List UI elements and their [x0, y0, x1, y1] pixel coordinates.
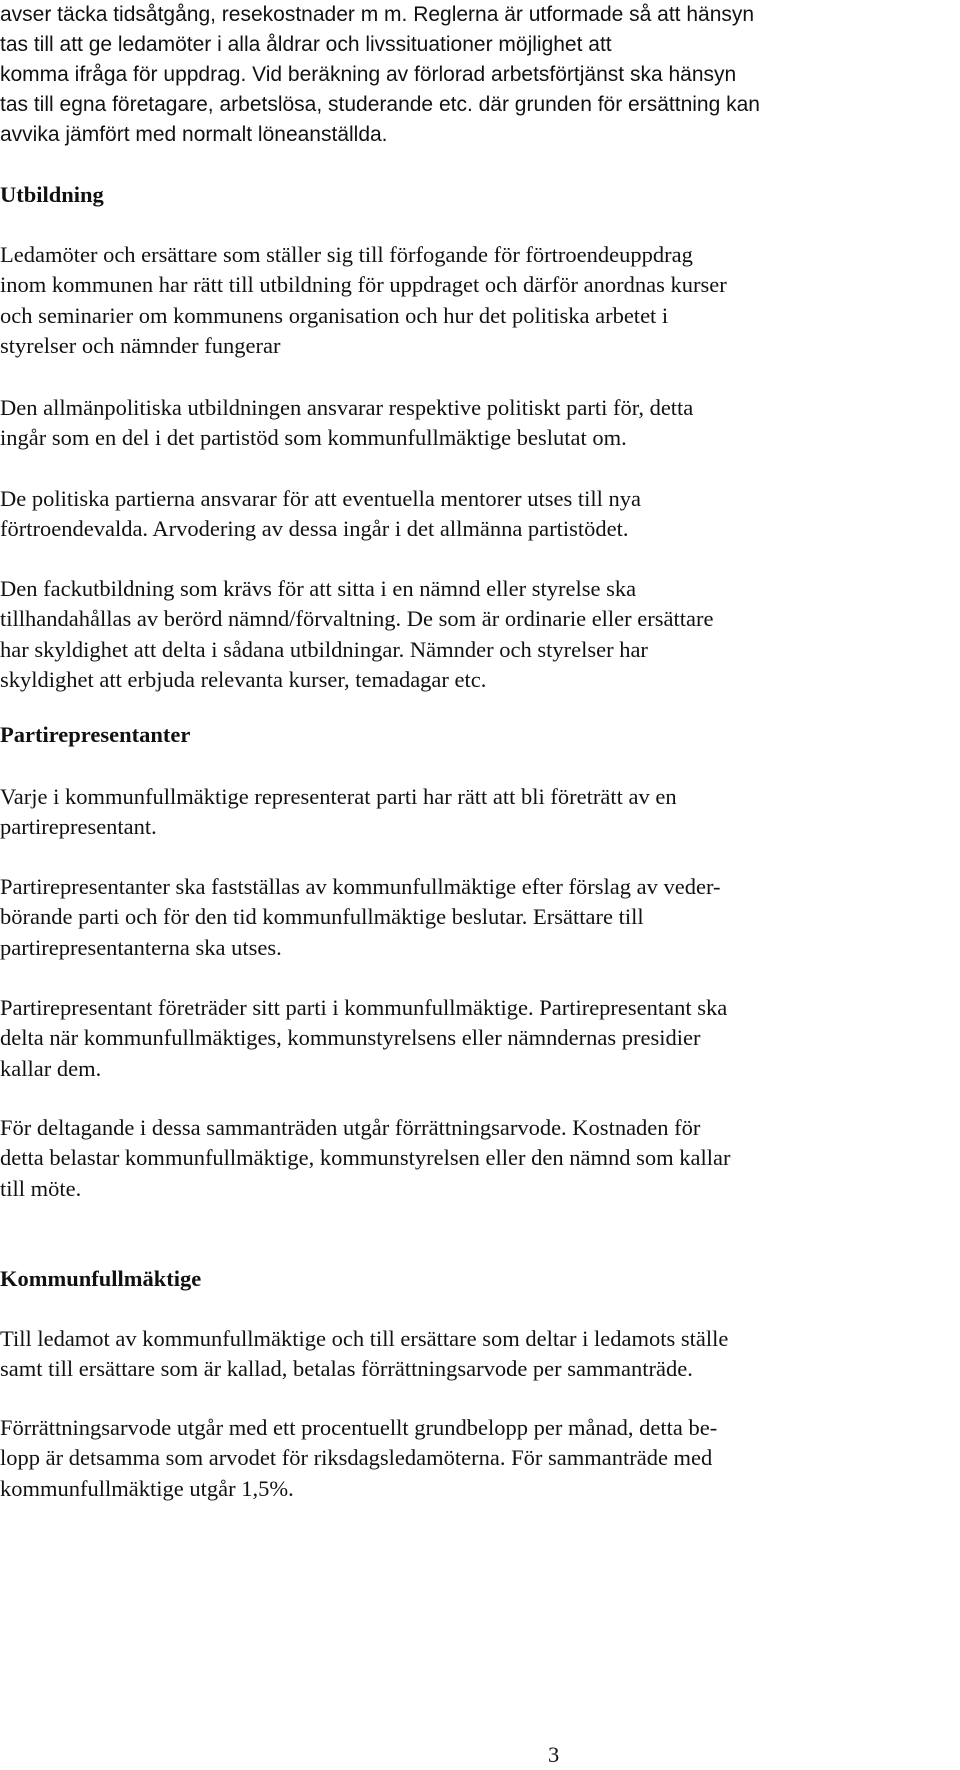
- text-line: detta belastar kommunfullmäktige, kommunstyrelsen eller den nämnd som kallar: [0, 1145, 731, 1171]
- section-heading-partirepresentanter: Partirepresentanter: [0, 722, 191, 747]
- text-line: Ledamöter och ersättare som ställer sig till förfogande för förtroendeuppdrag: [0, 242, 693, 267]
- text-line: De politiska partierna ansvarar för att eventuella mentorer utses till nya: [0, 486, 642, 511]
- text-line: avvika jämfört med normalt löneanställda.: [0, 123, 388, 146]
- text-line: Den allmänpolitiska utbildningen ansvarar respektive politiskt parti för, detta: [0, 395, 694, 420]
- text-line: partirepresentanterna ska utses.: [0, 934, 282, 960]
- text-line: lopp är detsamma som arvodet för riksdagsledamöterna. För sammanträde med: [0, 1445, 713, 1471]
- text-line: börande parti och för den tid kommunfullmäktige beslutar. Ersättare till: [0, 904, 644, 930]
- text-line: komma ifråga för uppdrag. Vid beräkning av förlorad arbetsförtjänst ska hänsyn: [0, 63, 737, 86]
- paragraph: [0, 782, 940, 843]
- text-line: Varje i kommunfullmäktige representerat parti har rätt att bli företrätt av en: [0, 784, 677, 809]
- paragraph: [0, 393, 940, 454]
- text-line: förtroendevalda. Arvodering av dessa ingår i det allmänna partistödet.: [0, 516, 629, 542]
- text-line: partirepresentant.: [0, 814, 157, 840]
- paragraph: [0, 1113, 940, 1204]
- text-line: kommunfullmäktige utgår 1,5%.: [0, 1475, 294, 1501]
- intro-paragraph: [0, 0, 935, 150]
- text-line: inom kommunen har rätt till utbildning för uppdraget och därför anordnas kurser: [0, 272, 727, 298]
- paragraph: [0, 240, 940, 362]
- text-line: styrelser och nämnder fungerar: [0, 333, 281, 359]
- text-line: Till ledamot av kommunfullmäktige och till ersättare som deltar i ledamots ställe: [0, 1326, 729, 1351]
- text-line: ingår som en del i det partistöd som kommunfullmäktige beslutat om.: [0, 425, 627, 451]
- paragraph: [0, 484, 940, 545]
- text-line: kallar dem.: [0, 1055, 102, 1081]
- text-line: tillhandahållas av berörd nämnd/förvaltning. De som är ordinarie eller ersättare: [0, 606, 714, 632]
- text-line: delta när kommunfullmäktiges, kommunstyrelsens eller nämndernas presidier: [0, 1025, 701, 1051]
- text-line: Partirepresentant företräder sitt parti i kommunfullmäktige. Partirepresentant ska: [0, 995, 728, 1020]
- text-line: till möte.: [0, 1175, 82, 1201]
- text-line: tas till egna företagare, arbetslösa, studerande etc. där grunden för ersättning kan: [0, 93, 760, 116]
- text-line: Förrättningsarvode utgår med ett procentuellt grundbelopp per månad, detta be-: [0, 1415, 718, 1440]
- text-line: avser täcka tidsåtgång, resekostnader m m. Reglerna är utformade så att hänsyn: [0, 3, 755, 26]
- paragraph: [0, 1413, 940, 1504]
- paragraph: [0, 574, 940, 696]
- section-heading-utbildning: Utbildning: [0, 182, 104, 207]
- page-number: 3: [548, 1742, 560, 1767]
- text-line: och seminarier om kommunens organisation och hur det politiska arbetet i: [0, 302, 669, 328]
- text-line: har skyldighet att delta i sådana utbildningar. Nämnder och styrelser har: [0, 636, 648, 662]
- paragraph: [0, 993, 940, 1084]
- text-line: Den fackutbildning som krävs för att sitta i en nämnd eller styrelse ska: [0, 576, 637, 601]
- text-line: samt till ersättare som är kallad, betalas förrättningsarvode per sammanträde.: [0, 1356, 693, 1382]
- text-line: skyldighet att erbjuda relevanta kurser, temadagar etc.: [0, 667, 487, 693]
- paragraph: [0, 1324, 940, 1385]
- text-line: Partirepresentanter ska fastställas av kommunfullmäktige efter förslag av veder-: [0, 874, 721, 899]
- section-heading-kommunfullmaktige: Kommunfullmäktige: [0, 1266, 202, 1291]
- text-line: tas till att ge ledamöter i alla åldrar och livssituationer möjlighet att: [0, 33, 612, 56]
- paragraph: [0, 872, 940, 963]
- text-line: För deltagande i dessa sammanträden utgår förrättningsarvode. Kostnaden för: [0, 1115, 701, 1140]
